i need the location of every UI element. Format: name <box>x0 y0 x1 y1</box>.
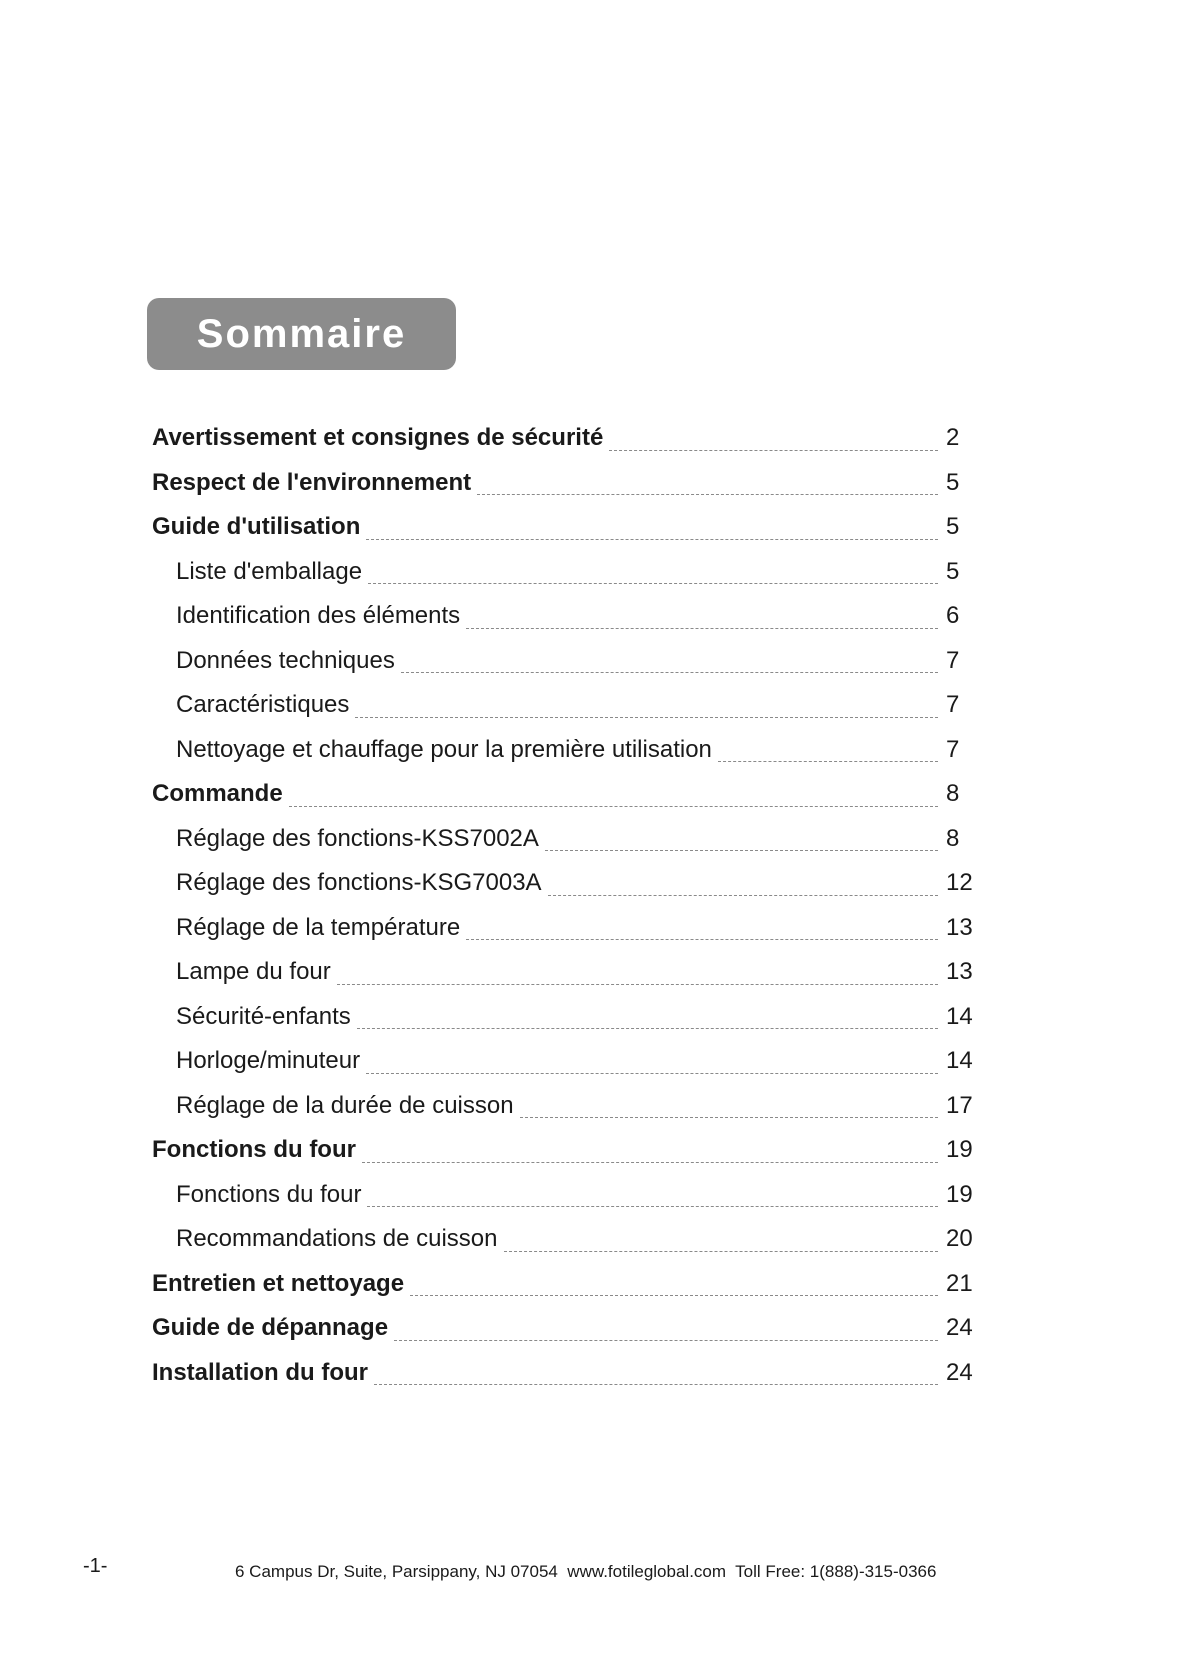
footer-address: 6 Campus Dr, Suite, Parsippany, NJ 07054 www.fotileglobal.com Toll Free: 1(888)-315-0366 <box>235 1562 937 1581</box>
dot-leader <box>466 939 938 940</box>
toc-entry[interactable] <box>152 780 982 825</box>
toc-subentry[interactable] <box>152 825 982 870</box>
toc-entry-label: Réglage des fonctions-KSG7003A <box>176 869 542 896</box>
toc-entry-page: 13 <box>946 958 973 985</box>
title-banner <box>147 298 456 370</box>
toc-entry-label: Fonctions du four <box>152 1136 356 1163</box>
toc-entry-label: Guide d'utilisation <box>152 513 361 540</box>
dot-leader <box>401 672 938 673</box>
toc-entry-label: Commande <box>152 780 283 807</box>
toc-entry-label: Sécurité-enfants <box>176 1002 351 1030</box>
toc-entry-label: Réglage des fonctions-KSS7002A <box>176 824 539 852</box>
toc-entry-label: Guide de dépannage <box>152 1314 389 1341</box>
dot-leader <box>718 761 938 762</box>
toc-entry-label: Réglage de la température <box>176 913 461 941</box>
toc-entry-label: Recommandations de cuisson <box>176 1225 498 1252</box>
toc-entry-label: Lampe du four <box>176 958 331 985</box>
dot-leader <box>337 984 938 985</box>
toc-entry-page: 19 <box>946 1180 973 1208</box>
toc-subentry[interactable] <box>152 558 982 603</box>
toc-subentry[interactable] <box>152 914 982 959</box>
dot-leader <box>357 1028 938 1029</box>
page-title: Sommaire <box>196 311 407 356</box>
dot-leader <box>609 450 938 451</box>
toc-subentry[interactable] <box>152 869 982 914</box>
toc-entry-page: 2 <box>946 424 960 451</box>
page-number: -1- <box>83 1555 108 1577</box>
dot-leader <box>366 539 938 540</box>
toc-entry-page: 5 <box>946 468 960 496</box>
toc-subentry[interactable] <box>152 1003 982 1048</box>
dot-leader <box>362 1162 938 1163</box>
toc-entry-label: Nettoyage et chauffage pour la première utilisation <box>176 735 712 763</box>
toc-entry[interactable] <box>152 1314 982 1359</box>
toc-entry-page: 14 <box>946 1047 973 1074</box>
toc-entry[interactable] <box>152 513 982 558</box>
toc-entry[interactable] <box>152 1270 982 1315</box>
table-of-contents <box>152 424 982 1403</box>
dot-leader <box>368 583 938 584</box>
toc-entry-label: Liste d'emballage <box>176 557 363 585</box>
toc-entry-label: Horloge/minuteur <box>176 1047 361 1074</box>
toc-subentry[interactable] <box>152 1181 982 1226</box>
dot-leader <box>545 850 938 851</box>
toc-entry-label: Caractéristiques <box>176 691 350 718</box>
toc-entry-page: 14 <box>946 1002 973 1030</box>
dot-leader <box>289 806 938 807</box>
dot-leader <box>520 1117 938 1118</box>
dot-leader <box>548 895 938 896</box>
dot-leader <box>410 1295 938 1296</box>
toc-entry-page: 20 <box>946 1225 973 1252</box>
toc-entry[interactable] <box>152 1136 982 1181</box>
toc-entry-page: 17 <box>946 1091 973 1119</box>
dot-leader <box>374 1384 938 1385</box>
toc-entry-page: 19 <box>946 1136 973 1163</box>
toc-entry-label: Données techniques <box>176 646 395 674</box>
toc-entry-page: 7 <box>946 735 960 763</box>
toc-subentry[interactable] <box>152 602 982 647</box>
dot-leader <box>355 717 938 718</box>
toc-entry-page: 7 <box>946 646 960 674</box>
toc-subentry[interactable] <box>152 1225 982 1270</box>
toc-entry-label: Avertissement et consignes de sécurité <box>152 424 604 451</box>
toc-entry-page: 24 <box>946 1314 973 1341</box>
dot-leader <box>394 1340 938 1341</box>
toc-entry-page: 5 <box>946 513 960 540</box>
dot-leader <box>366 1073 938 1074</box>
toc-entry-page: 12 <box>946 869 973 896</box>
toc-subentry[interactable] <box>152 1047 982 1092</box>
toc-entry-label: Identification des éléments <box>176 602 461 629</box>
toc-entry-label: Réglage de la durée de cuisson <box>176 1091 514 1119</box>
toc-entry-label: Respect de l'environnement <box>152 468 472 496</box>
dot-leader <box>504 1251 938 1252</box>
toc-entry-label: Fonctions du four <box>176 1180 362 1208</box>
toc-entry-page: 21 <box>946 1269 973 1297</box>
toc-entry[interactable] <box>152 1359 982 1404</box>
toc-subentry[interactable] <box>152 1092 982 1137</box>
toc-entry-page: 6 <box>946 602 960 629</box>
dot-leader <box>466 628 938 629</box>
toc-entry[interactable] <box>152 424 982 469</box>
toc-subentry[interactable] <box>152 691 982 736</box>
toc-subentry[interactable] <box>152 647 982 692</box>
toc-subentry[interactable] <box>152 958 982 1003</box>
toc-entry-page: 7 <box>946 691 960 718</box>
toc-subentry[interactable] <box>152 736 982 781</box>
toc-entry-page: 13 <box>946 913 973 941</box>
dot-leader <box>477 494 938 495</box>
dot-leader <box>367 1206 938 1207</box>
toc-entry-page: 8 <box>946 824 960 852</box>
toc-entry-label: Installation du four <box>152 1358 368 1386</box>
toc-entry-label: Entretien et nettoyage <box>152 1269 405 1297</box>
toc-entry-page: 8 <box>946 780 960 807</box>
toc-entry-page: 5 <box>946 557 960 585</box>
toc-entry[interactable] <box>152 469 982 514</box>
toc-entry-page: 24 <box>946 1358 973 1386</box>
